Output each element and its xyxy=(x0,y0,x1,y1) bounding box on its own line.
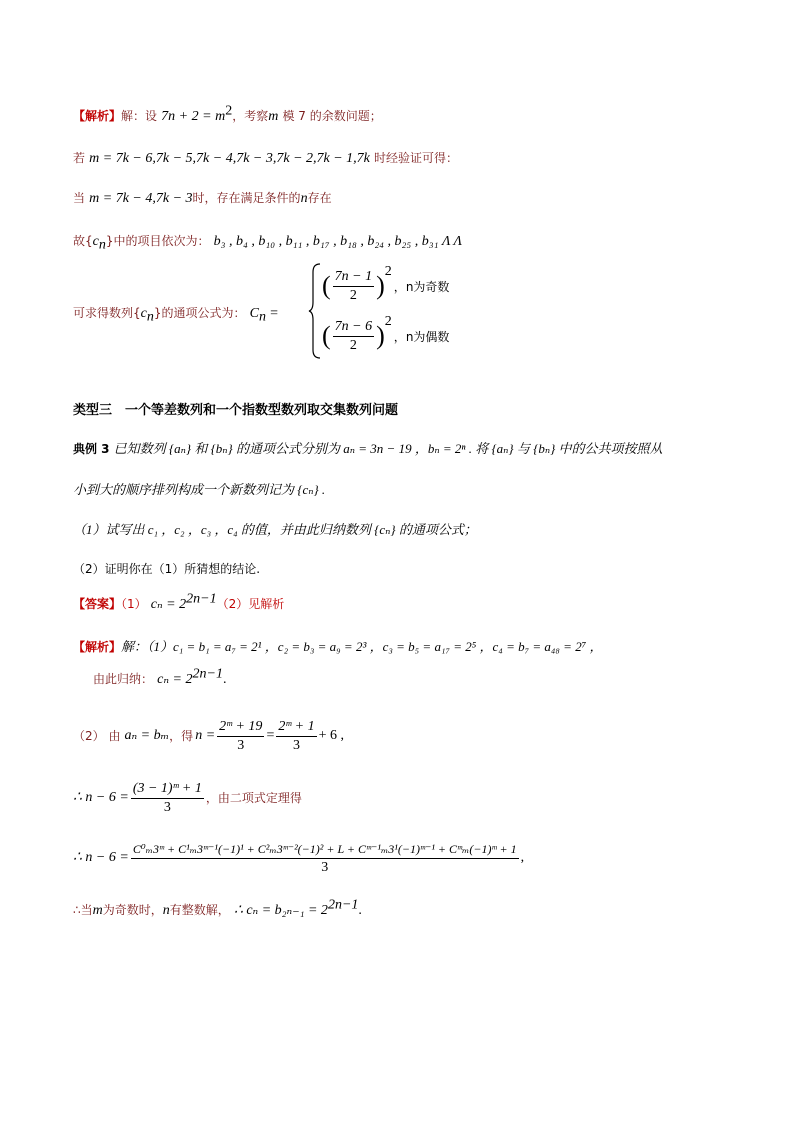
answer-line: 【答案】（1） $c_n = 2^{2n-1}(2)$见解析 xyxy=(73,591,285,612)
example-line-1: 典例 3 已知数列 {aₙ} 和 {bₙ} 的通项公式分别为 aₙ = 3n − 19 ，bₙ = 2ⁿ . 将 {aₙ} 与 {bₙ} 中的公共项按照从 xyxy=(73,441,663,456)
case-2: ( $\frac{7n - 6}{2}$ ) $^2$ ， n为偶数 xyxy=(322,314,450,353)
s1-line-4: 故$\{c_n\}$中的项目依次为： b₃ , b₄ , b₁₀ , b₁₁ , b₁₇ , b₁₈ , b₂₄ , b₂₅ , b₃₁ Λ Λ xyxy=(73,234,462,253)
s1-line-5: 可求得数列$\{c_n\}$的通项公式为： $C_n$ = xyxy=(73,306,279,325)
part2-line-4: ∴当m为奇数时，n有整数解， ∴ $c_n = b_{2n-1} = 2^{2n-1}$. xyxy=(73,897,362,918)
s1-line-1: 【解析】解：设 $7n + 2 = m^2$，考察m 模 7 的余数问题； xyxy=(73,103,382,124)
solution-line-1: 【解析】解：（1）c₁ = b₁ = a₇ = 2¹ ，c₂ = b₃ = a₉ = 2³ ，c₃ = b₅ = a₁₇ = 2⁵ ，c₄ = b₇ = a₄₈ = 2⁷ ， xyxy=(73,639,603,654)
left-brace xyxy=(308,262,322,360)
section-heading: 类型三 一个等差数列和一个指数型数列取交集数列问题 xyxy=(73,403,399,418)
part2-line-1: （2） 由 aₙ = bₘ ，得 n = $\frac{\text{2ᵐ + 19}}{3}$ = $\frac{\text{2ᵐ + 1}}{3}$ + 6 , xyxy=(73,718,345,753)
answer-tag: 【答案】 xyxy=(73,597,122,611)
s1-line-2: 若 m = 7k − 6,7k − 5,7k − 4,7k − 3,7k − 2,7k − 1,7k 时经验证可得： xyxy=(73,151,459,166)
part2-line-3: ∴ n − 6 = C⁰ₘ3ᵐ + C¹ₘ3ᵐ⁻¹(−1)¹ + C²ₘ3ᵐ⁻²(−1)² + L + Cᵐ⁻¹ₘ3¹(−1)ᵐ⁻¹ + Cᵐₘ(−1)ᵐ + 1 3 , xyxy=(73,841,525,875)
question-1: （1）试写出 c₁ ，c₂ ，c₃ ，c₄ 的值，并由此归纳数列 {cₙ} 的通项公式； xyxy=(73,522,477,537)
s1-line-3: 当 m = 7k − 4,7k − 3时，存在满足条件的n存在 xyxy=(73,191,332,206)
example-line-2: 小到大的顺序排列构成一个新数列记为 {cₙ} . xyxy=(73,482,326,497)
solution-line-2: 由此归纳： $c_n = 2^{2n-1}$. xyxy=(93,666,227,687)
case-1: ( $\frac{7n - 1}{2}$ ) $^2$ ， n为奇数 xyxy=(322,264,450,303)
solution-tag: 【解析】 xyxy=(73,640,122,654)
question-2: （2）证明你在（1）所猜想的结论. xyxy=(73,562,261,576)
analysis-tag: 【解析】 xyxy=(73,109,122,123)
part2-line-2: ∴ n − 6 = $\frac{\text{(3 − 1)ᵐ + 1}}{3}$ ，由二项式定理得 xyxy=(73,780,302,815)
piecewise-formula xyxy=(308,262,478,362)
